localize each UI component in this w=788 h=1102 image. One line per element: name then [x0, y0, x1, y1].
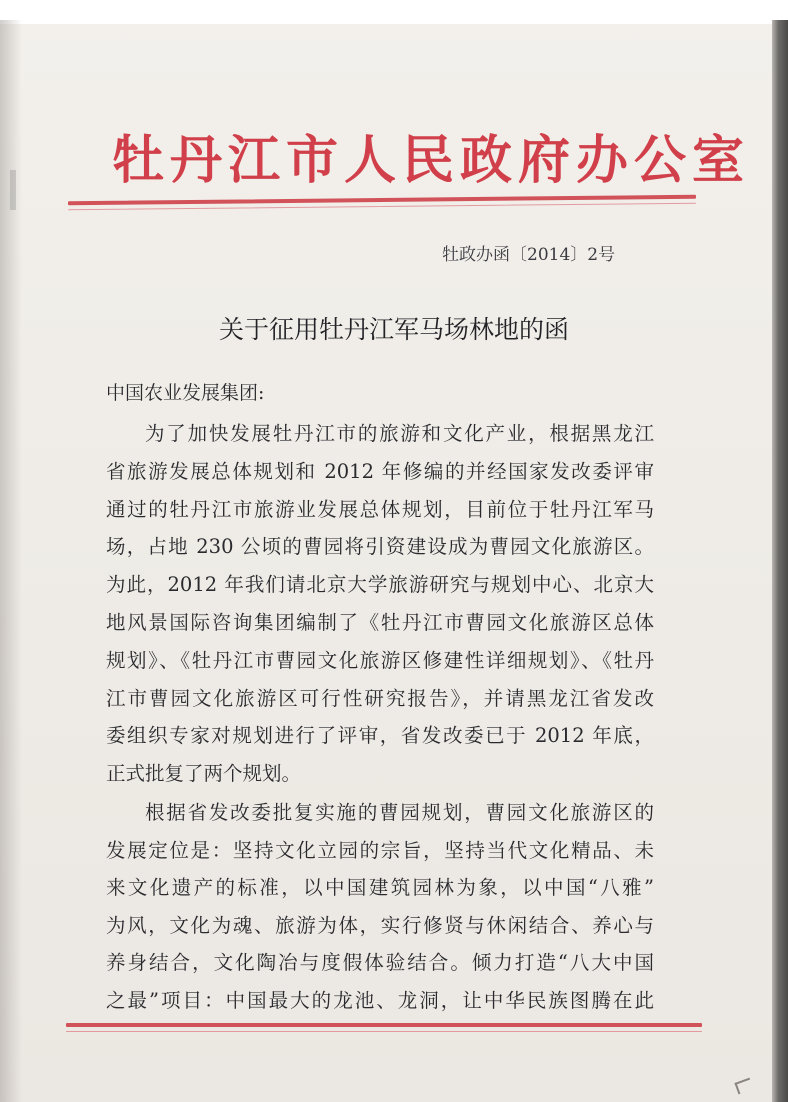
document-number: 牡政办函〔2014〕2号 [442, 245, 616, 265]
recipient-line: 中国农业发展集团: [106, 382, 265, 404]
body-line: 委组织专家对规划进行了评审，省发改委已于 2012 年底， [106, 724, 654, 747]
body-line: 为风，文化为魂、旅游为体，实行修贤与休闲结合、养心与 [106, 914, 654, 937]
body-line: 为此，2012 年我们请北京大学旅游研究与规划中心、北京大 [106, 573, 654, 596]
page-corner-mark [734, 1078, 753, 1095]
body-line: 根据省发改委批复实施的曹园规划，曹园文化旅游区的 [145, 801, 654, 824]
body-line: 之最”项目：中国最大的龙池、龙洞，让中华民族图腾在此 [106, 989, 654, 1012]
body-line: 江市曹园文化旅游区可行性研究报告》，并请黑龙江省发改 [106, 687, 654, 710]
body-line: 养身结合，文化陶冶与度假体验结合。倾力打造“八大中国 [106, 951, 654, 974]
body-line: 场，占地 230 公顷的曹园将引资建设成为曹园文化旅游区。 [106, 535, 654, 558]
body-line: 地风景国际咨询集团编制了《牡丹江市曹园文化旅游区总体 [106, 611, 654, 634]
footer-red-rule [66, 1023, 702, 1027]
body-line: 发展定位是：坚持文化立园的宗旨，坚持当代文化精品、未 [106, 839, 654, 862]
top-margin [0, 0, 788, 24]
body-line: 通过的牡丹江市旅游业发展总体规划，目前位于牡丹江军马 [106, 498, 654, 521]
body-line: 正式批复了两个规划。 [106, 762, 302, 785]
letterhead-title: 牡丹江市人民政府办公室 [112, 130, 751, 191]
binding-mark [10, 170, 16, 210]
body-line: 来文化遗产的标准，以中国建筑园林为象，以中国“八雅” [106, 876, 654, 899]
footer-thin-rule [66, 1031, 702, 1032]
body-line: 省旅游发展总体规划和 2012 年修编的并经国家发改委评审 [106, 460, 654, 483]
right-edge-shadow [772, 20, 788, 1102]
document-title: 关于征用牡丹江军马场林地的函 [218, 315, 569, 344]
body-line: 为了加快发展牡丹江市的旅游和文化产业，根据黑龙江 [145, 422, 654, 445]
body-line: 规划》、《牡丹江市曹园文化旅游区修建性详细规划》、《牡丹 [106, 649, 654, 672]
